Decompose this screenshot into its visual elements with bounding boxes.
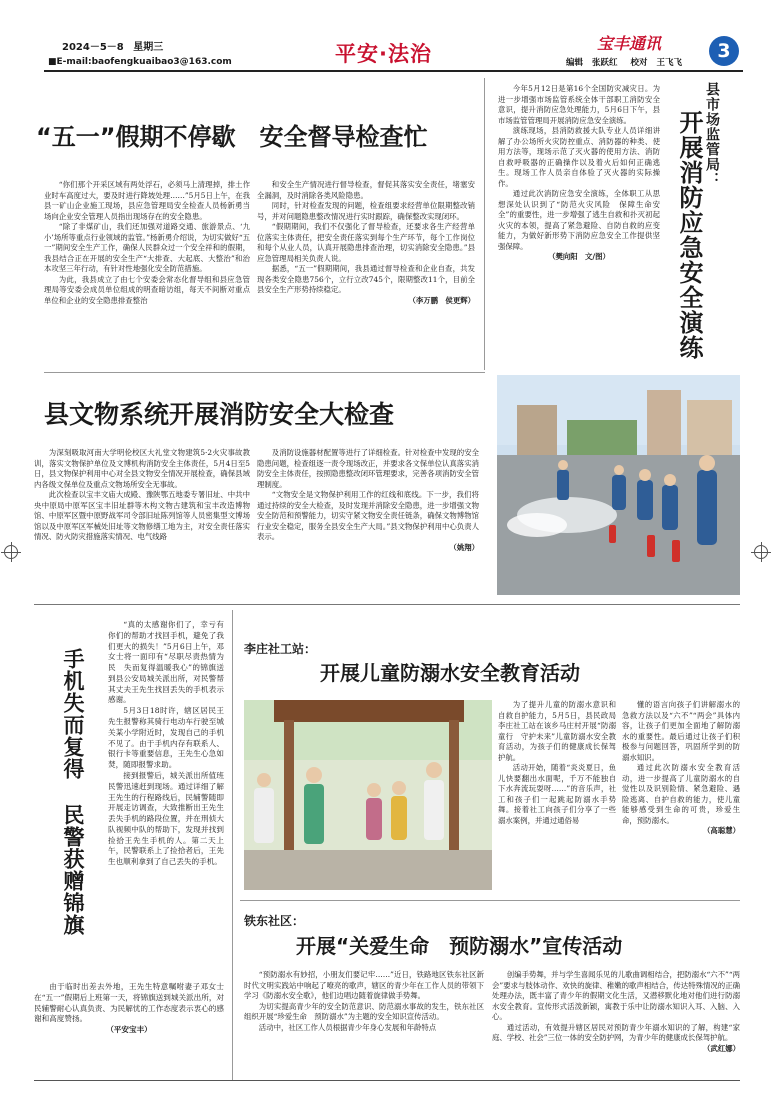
article1-p1: “你们那个开采区域有两处浮石，必须马上清理掉，排土作业时车高度过大，要及时进行降坡处理……”5月5日上午，在我县一矿山企业施工现场，县应急管理局安全检查人员杨新勇当场向企业安全管理人员指出现场存在的安全隐患。 <box>44 180 250 221</box>
page-number-badge <box>709 36 739 66</box>
children-activity-illustration <box>244 700 492 890</box>
fire-drill-illustration <box>497 375 740 595</box>
registration-mark-left <box>4 545 18 559</box>
article1-p6: “假期期间，我们不仅强化了督导检查，还要求各生产经营单位落实主体责任，把安全责任落实到每个生产环节，每个工作岗位和每个从业人员，认真开展隐患排查治理，切实消除安全隐患。”县应急管理局相关负责人说。 <box>257 222 475 263</box>
article3-col1 <box>34 448 250 594</box>
article3-author: （姚翔） <box>449 542 479 552</box>
article6-p2: 为切实提高青少年的安全防范意识、防范溺水事故的发生，铁东社区组织开展“珍爱生命 预防溺水”为主题的安全知识宣传活动。 <box>244 1001 484 1022</box>
article5-p3: 懂的语言向孩子们讲解溺水的急救方法以及“六不”“两会”具体内容，让孩子们更加全面地了解防溺水的重要性。最后通过让孩子们积极参与问题回答，巩固所学到的防溺水知识。 <box>622 700 740 762</box>
top-section-divider <box>44 372 485 373</box>
fire-drill-photo <box>497 375 740 595</box>
article5-p1: 为了提升儿童的防溺水意识和自救自护能力，5月5日，县民政局李庄社工站在该乡马庄村开展“防溺童行 守护未来”儿童防溺水安全教育活动，为孩子们的健康成长保驾护航。 <box>498 700 616 762</box>
article6-col1 <box>244 970 484 1074</box>
article2-p1: 今年5月12日是第16个全国防灾减灾日。为进一步增强市场监管系统全体干部职工消防安全意识，提升消防应急处理能力，5月6日下午，县市场监管管理局开展消防应急安全演练。 <box>498 84 660 125</box>
article5-p4: 通过此次防溺水安全教育活动，进一步提高了儿童防溺水的自觉性以及识别险情、紧急避险、遇险逃离、自护自救的能力，使儿童能够感受到生命的可贵，珍爱生命，预防溺水。 <box>622 763 740 825</box>
article1-p2: “除了非煤矿山，我们还加强对道路交通、旅游景点、‘九小’场所等重点行业领域的监管。”杨新勇介绍说，为切实做好“五一”期间安全生产工作，确保人民群众过一个安全祥和的假期，我县结合正在开展的安全生产“大排查、大起底、大整治”和治本攻坚三年行动，有针对性地强化安全防范措施。 <box>44 222 250 274</box>
children-activity-photo <box>244 700 492 890</box>
article1-col2 <box>257 180 475 370</box>
paper-logo <box>597 31 661 54</box>
article3-p1: 为深刻吸取河南大学明伦校区大礼堂文物建筑5·2火灾事故教训，落实文物保护单位及文博机构消防安全主体责任，5月4日至5日，县文物保护利用中心对全县文物安全情况开展检查，确保县域内各级文保单位及重点文物场所安全无事故。 <box>34 448 250 489</box>
article4-title-right: 民警获赠锦旗 <box>61 804 85 936</box>
article3-title: 县文物系统开展消防安全大检查 <box>44 400 395 429</box>
article4-divider <box>232 610 233 1080</box>
article5-title: 开展儿童防溺水安全教育活动 <box>320 661 580 685</box>
lower-rule <box>240 900 740 901</box>
article5-author: （高聪慧） <box>703 826 740 836</box>
article4-author: （平安宝丰） <box>106 1025 152 1035</box>
article1-title: “五一”假期不停歇 安全督导检查忙 <box>36 123 428 151</box>
section-title: 平安·法治 <box>335 42 432 66</box>
proofer-name: 王飞飞 <box>656 58 682 68</box>
article6-p1: “预防溺水有妙招，小朋友们要记牢……”近日，铁路地区铁东社区新时代文明实践站中响起了嘹亮的歌声，辖区的青少年在工作人员的带领下学习《防溺水安全歌》，他们边唱边随着旋律做手势舞。 <box>244 970 484 1001</box>
article2-body <box>498 84 660 368</box>
article2-author: （樊向阳 文/图） <box>548 252 610 262</box>
article5-col2 <box>622 700 740 892</box>
email-line: ■E-mail:baofengkuaibao3@163.com <box>48 57 232 67</box>
article1-col1 <box>44 180 250 370</box>
article6-author: （武红娜） <box>703 1043 740 1053</box>
editor-name: 张跃红 <box>591 58 618 68</box>
article4-body-bottom <box>34 982 224 1074</box>
article5-p2: 活动开始，随着“炎炎夏日，鱼儿快要翻出水面呢，千万不能独自下水奔流玩耍呀……”的音乐声，社工和孩子们一起跳起防溺水手势舞。接着社工向孩子们分享了一些溺水案例，并通过通俗易 <box>498 763 616 825</box>
article3-p2: 此次检查以宝丰文庙大成殿、豫陕鄂五地委专署旧址、中共中央中原局中原军区宝丰旧址群等木构文物古建筑和宝丰改造博物馆、中原军区暨中原野战军司令部旧址陈列馆等人员密集型文博场馆以及中原军区军械处旧址等文物修缮工地为主，对安全责任落实情况、防火防灾措施落实情况、电气线路 <box>34 490 250 542</box>
article1-p3: 为此，我县成立了由七个安委会常态化督导组和县应急管理局等安委会成员单位组成的明查暗访组，每天不间断对重点单位和企业的安全隐患排查整治 <box>44 274 250 305</box>
editor-line <box>566 56 682 68</box>
article2-title: 开展消防应急安全演练 <box>675 110 703 360</box>
article6-title: 开展“关爱生命 预防溺水”宣传活动 <box>296 934 623 958</box>
article6-p3: 活动中，社区工作人员根据青少年身心发展和年龄特点 <box>258 1022 437 1032</box>
article1-p5: 同时，针对检查发现的问题，检查组要求经营单位限期整改销号，并对问题隐患整改情况进行实时跟踪，确保整改实现闭环。 <box>257 201 475 221</box>
weekday-text: 星期三 <box>133 42 164 53</box>
article1-author: （李万鹏 侯更辉） <box>408 295 475 305</box>
article6-col2 <box>492 970 740 1074</box>
editor-label: 编辑 <box>566 58 584 68</box>
header-date <box>62 38 163 53</box>
date-text: 2024－5－8 <box>62 42 124 53</box>
article2-p2: 演练现场，县消防救援大队专业人员详细讲解了办公场所火灾防控重点、消防器的种类、使用方法等，现场示范了灭火器的使用方法、消防自救呼吸器的正确操作以及着火后如何正确逃生。现场工作人员亲自体验了灭火器的实际操作。 <box>498 126 660 188</box>
article3-p4: “文物安全是文物保护利用工作的红线和底线。下一步，我们将通过持续的安全大检查，及时发现并消除安全隐患，进一步增强文物安全防范和预警能力，切实守紧文物安全责任链条，确保文物博物馆行业安全稳定，服务全县安全生产大局。”县文物保护利用中心负责人表示。 <box>257 490 479 542</box>
article1-p4: 和安全生产情况进行督导检查，督促其落实安全责任，堵塞安全漏洞，及时消除各类风险隐患。 <box>257 180 475 200</box>
article4-p1: “真的太感谢你们了，幸亏有你们的帮助才找回手机，避免了我们更大的损失！”5月6日上午，邓女士将一面印有“尽职尽责热情为民 失而复得温暖我心”的锦旗送到县公安局城关派出所，对民警帮其丈夫王先生找回丢失的手机表示感谢。 <box>108 620 224 705</box>
article3-col2 <box>257 448 479 594</box>
article4-p2: 5月3日18时许，辖区居民王先生报警称其骑行电动车行驶至城关某小学附近时，发现自己的手机不见了。由于手机内存有联系人、银行卡等重要信息，王先生心急如焚，随即报警求助。 <box>108 706 224 770</box>
article4-p4: 由于临时出差去外地，王先生特意嘱咐妻子邓女士在“五一”假期后上班第一天，将锦旗送到城关派出所，对民辅警耐心认真负责、为民解忧的工作态度表示衷心的感谢和高度赞扬。 <box>34 982 224 1024</box>
footer-rule <box>34 1080 740 1081</box>
article6-p4: 创编手势舞，并与学生喜闻乐见的儿歌曲调相结合，把防溺水“六不”“两会”要求与肢体动作、欢快的旋律、稚嫩的歌声相结合，传达特殊情况的正确处理办法，既丰富了青少年的假期文化生活，又潜移默化地对他们进行防溺水安全教育。宣传形式活泼新颖，寓教于乐中让防溺水知识入耳、入脑、入心。 <box>492 970 740 1022</box>
article3-p3: 及消防设施器材配置等进行了详细检查。针对检查中发现的安全隐患问题，检查组逐一责令现场改正，并要求各文保单位认真落实消防安全主体责任，按照隐患整改闭环管理要求，完善各项消防安全管理制度。 <box>257 448 479 489</box>
article4-p3: 接到报警后，城关派出所值班民警迅速赶到现场。通过详细了解王先生的行程路线后，民辅警随即开展走访调查，大致推断出王先生丢失手机的路段位置，并在刑侦大队视频中队的帮助下，发现并找到捡拾王先生手机的人。第二天上午，民警联系上了捡拾者后，王先生也顺利拿到了自己丢失的手机。 <box>108 770 224 867</box>
article5-kicker: 李庄社工站： <box>244 642 317 656</box>
mid-rule <box>34 604 740 605</box>
article4-title-left: 手机失而复得 <box>61 648 85 780</box>
header-rule <box>44 70 743 72</box>
page-number: 3 <box>717 40 731 62</box>
paper-name: 宝丰通讯 <box>597 34 662 53</box>
proof-label: 校对 <box>630 58 648 68</box>
article1-p7: 据悉，“五一”假期期间，我县通过督导检查和企业自查，共发现各类安全隐患756个，立行立改745个，限期整改11个，目前全县安全生产形势持续稳定。 <box>257 264 475 295</box>
article2-kicker: 县市场监管局： <box>704 82 720 187</box>
article5-col1 <box>498 700 616 892</box>
article6-p5: 通过活动，有效提升辖区居民对预防青少年溺水知识的了解，构建“家庭、学校、社会”三位一体的安全防护网，为青少年的健康成长保驾护航。 <box>492 1022 740 1043</box>
article1-divider <box>484 78 485 370</box>
article2-p3: 通过此次消防应急安全演练，全体职工从思想深处认识到了“防范火灾风险 保障生命安全”的重要性，进一步增强了逃生自救和扑灭初起火灾的本领，提高了紧急避险、自防自救的应变能力，为做好新形势下消防应急安全工作提供坚强保障。 <box>498 189 660 251</box>
article6-kicker: 铁东社区： <box>244 914 305 928</box>
registration-mark-right <box>754 545 768 559</box>
